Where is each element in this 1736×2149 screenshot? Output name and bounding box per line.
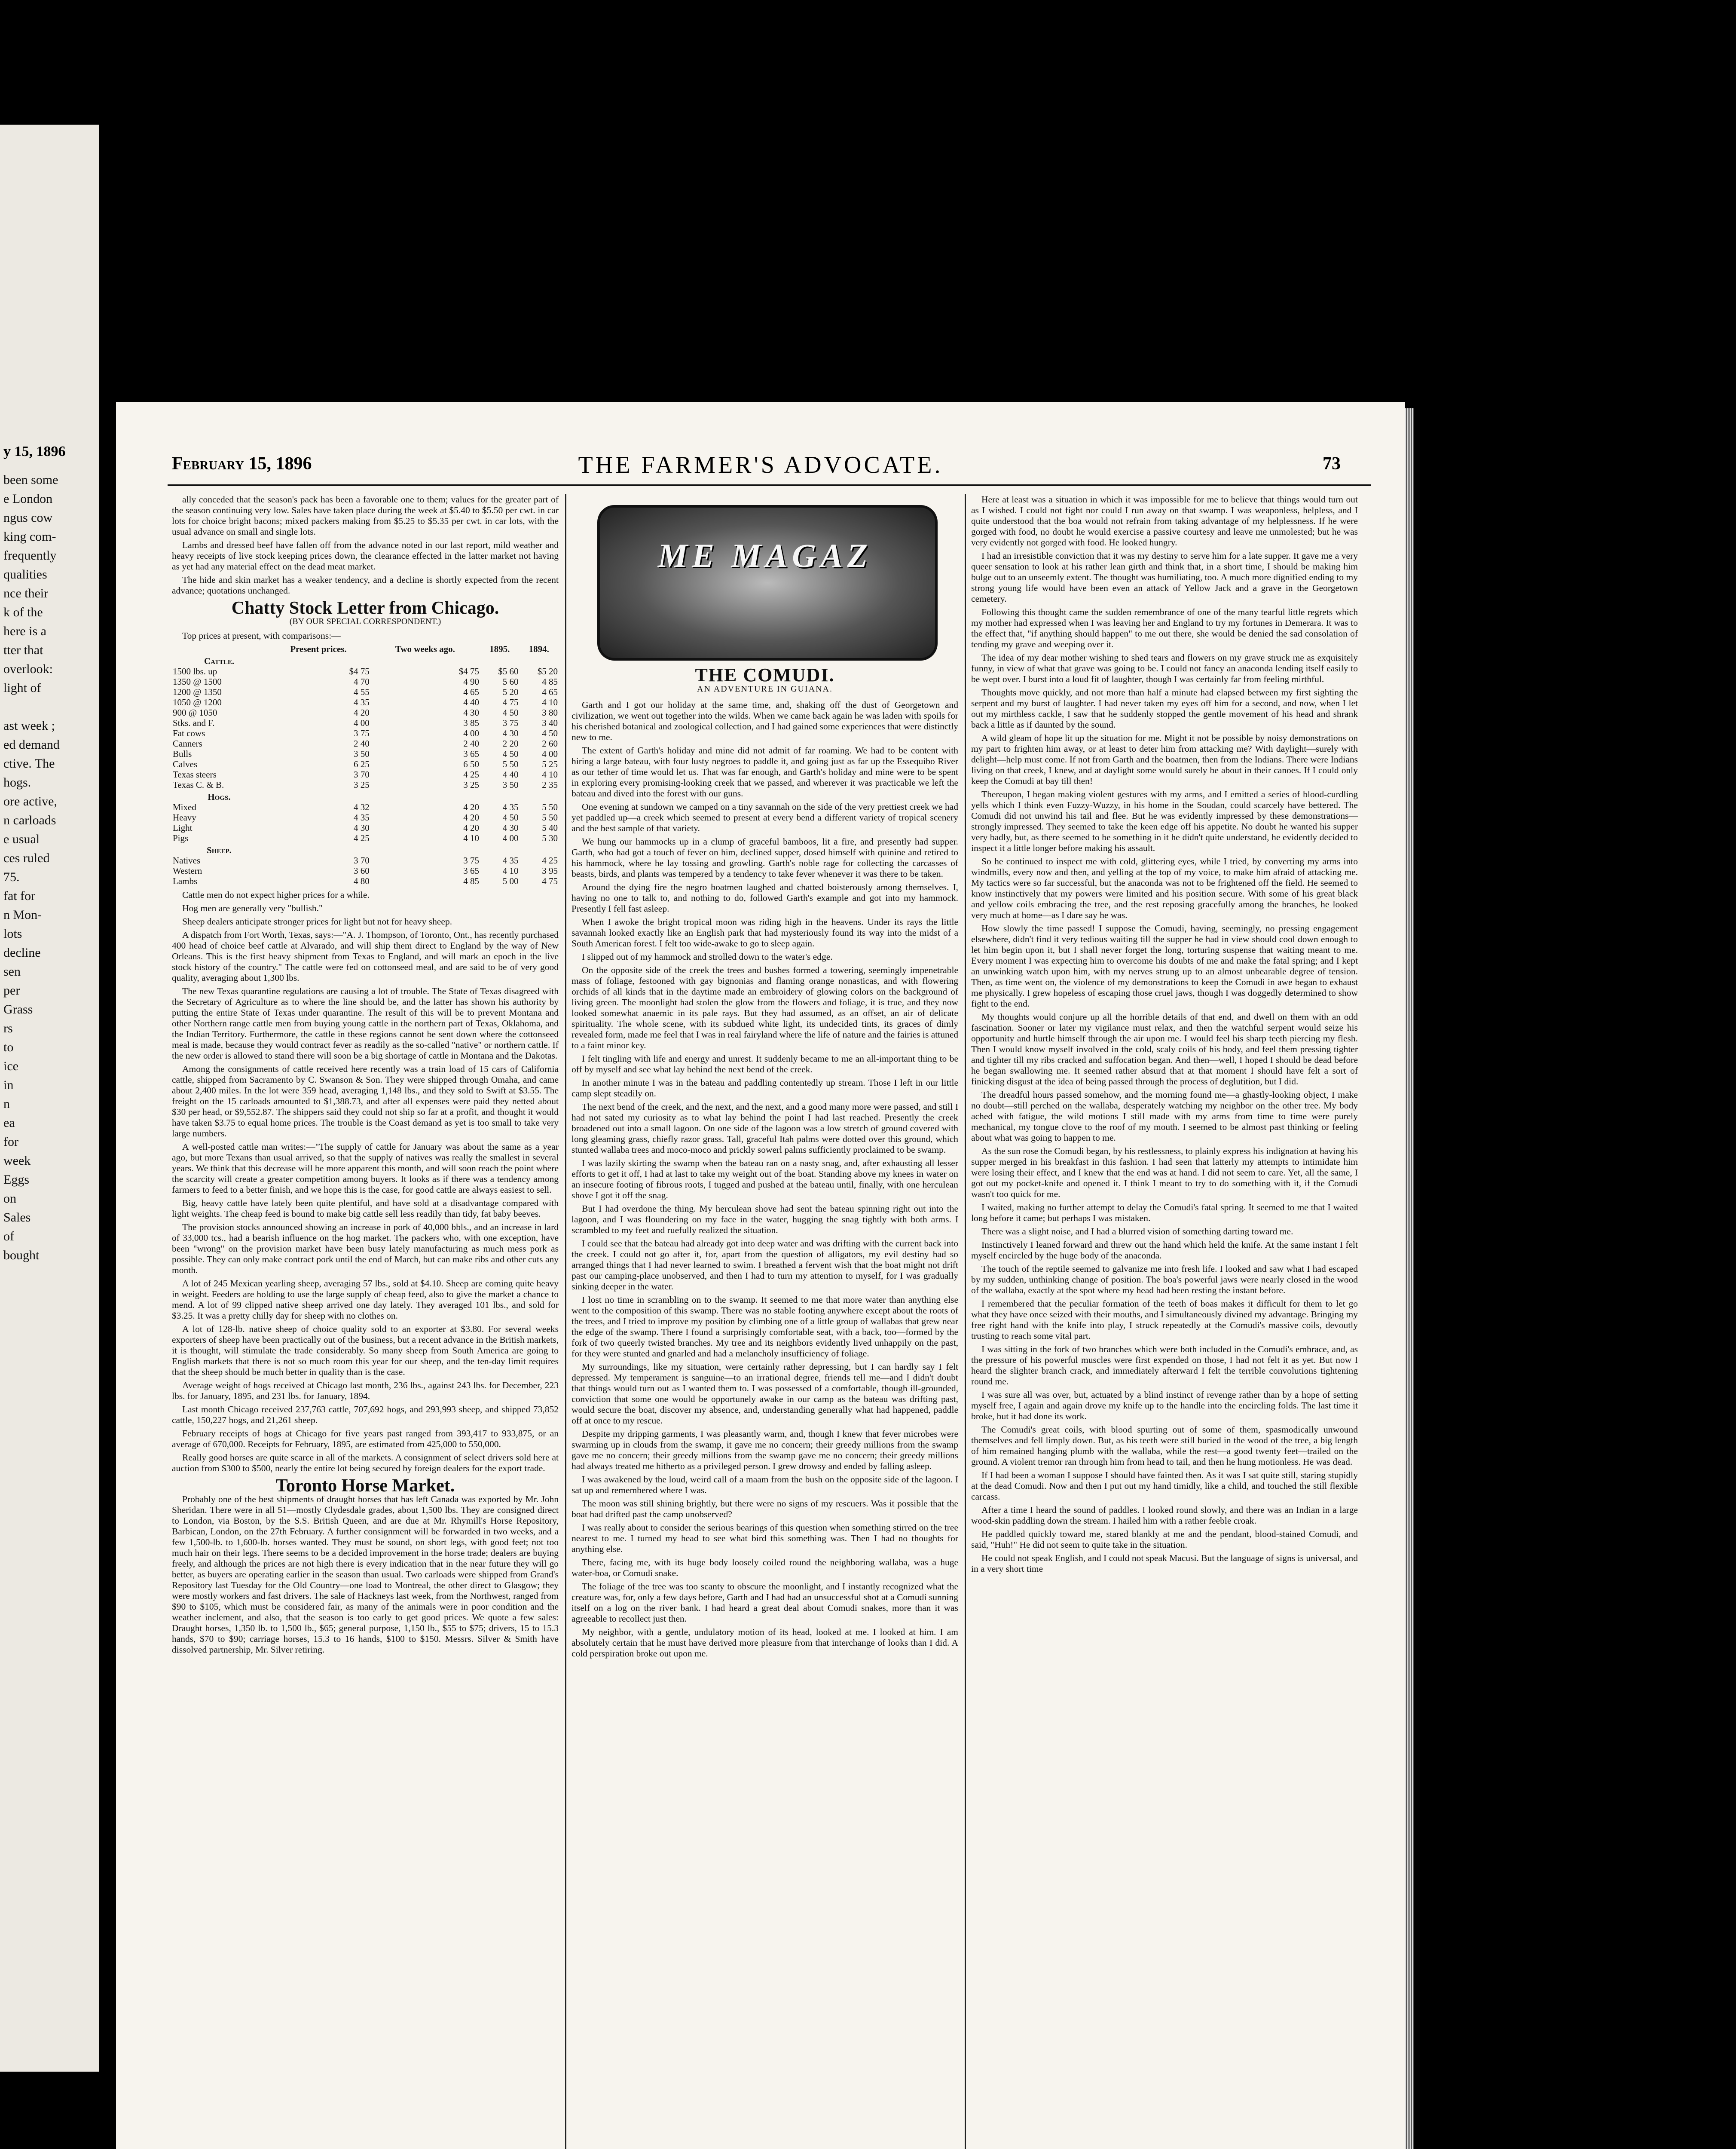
banner-illustration (597, 505, 938, 661)
paragraph: I had an irresistible conviction that it was my destiny to serve him for a late supper. It gave me a very queer sensation to look at his rather lean girth and think that, in a short time, I should be making him bulge out to an unseemly extent. The thought was humiliating, too. A much more dignified ending to my strong young life would have been even an attack of Yellow Jack and a grave in the Georgetown cemetery. (971, 551, 1358, 604)
table-row (172, 697, 559, 707)
prev-page-fragment: rs (3, 1021, 13, 1035)
price-group-heading (172, 843, 559, 855)
table-cell: 4 00 (463, 728, 480, 738)
table-row (172, 823, 559, 833)
paragraph: Last month Chicago received 237,763 cattle, 707,692 hogs, and 293,993 sheep, and shipped 73,852 cattle, 150,227 hogs, and 21,261 sheep. (172, 1404, 559, 1425)
paragraph: Following this thought came the sudden remembrance of one of the many tearful little regrets which my mother had expressed when I was leaving her and England to try my fortunes in Demerara. It was to the effect that, "if anything should happen" to me out there, she would be denied the sad consolation of tending my grave and weeping over it. (971, 607, 1358, 649)
prev-page-fragment: ea (3, 1116, 15, 1130)
table-cell: 5 50 (502, 759, 519, 769)
table-cell: 4 00 (502, 833, 519, 843)
table-cell: 1500 lbs. up (173, 666, 217, 677)
header-cell: 1895. (489, 644, 510, 654)
table-cell: 3 50 (353, 749, 370, 759)
table-cell: 5 30 (542, 833, 558, 843)
table-cell: 4 80 (353, 876, 370, 886)
chicago-subheading: (BY OUR SPECIAL CORRESPONDENT.) (289, 617, 441, 626)
prev-page-fragment: decline (3, 946, 41, 960)
table-cell: 4 25 (463, 769, 480, 780)
table-cell: 4 85 (542, 677, 558, 687)
table-cell: 4 50 (542, 728, 558, 738)
paragraph: The foliage of the tree was too scanty to obscure the moonlight, and I instantly recognized what the creature was, for, only a few days before, Garth and I had had an unsuccessful shot at a Comudi sunning itself on a log on the river bank. I had heard a great deal about Comudi snakes, more than it was agreeable to recollect just then. (572, 1581, 958, 1624)
prev-page-fragment: e usual (3, 832, 40, 846)
prev-page-fragment: sen (3, 964, 21, 979)
prev-page-fragment: week (3, 1154, 31, 1168)
table-cell: 4 30 (502, 728, 519, 738)
table-row (172, 759, 559, 769)
table-row (172, 780, 559, 790)
chicago-body (172, 890, 559, 1474)
column-divider (965, 494, 966, 2149)
paragraph: I remembered that the peculiar formation of the teeth of boas makes it difficult for them to let go what they have once seized with their mouths, and I simultaneously divined my advantage. Bringing my free right hand with the knife into play, I struck repeatedly at the Comudi's massive coils, devoutly trusting to reach some vital part. (971, 1298, 1358, 1341)
table-cell: 1200 @ 1350 (173, 687, 222, 697)
header-cell: Two weeks ago. (395, 644, 455, 654)
paragraph: My thoughts would conjure up all the horrible details of that end, and dwell on them with an odd fascination. Sooner or later my vigilance must relax, and then the watchful serpent would seize his opportunity and hurtle himself through the air upon me. I would feel his sharp teeth piercing my flesh. Then I would know myself involved in the cold, scaly coils of his body, and feel them pressing tighter and tighter till my ribs cracked and suffocation began. And then—well, I hoped I should be dead before he began swallowing me. It seemed rather absurd that at that moment I should have felt a sort of finicking disgust at the idea of being passed through the process of deglutition, but I did. (971, 1012, 1358, 1087)
market-intro (172, 494, 559, 596)
table-cell: Light (173, 823, 193, 833)
table-cell: 4 32 (353, 802, 370, 812)
prev-page-fragment: lots (3, 927, 22, 941)
prev-page-fragment: of (3, 1229, 14, 1243)
paragraph: The provision stocks announced showing an increase in pork of 40,000 bbls., and an increase in lard of 33,000 tcs., had a bearish influence on the hog market. The packers who, with one exception, have been "wrong" on the provision market have been busy lately manufacturing as much mess pork as possible. They can only make contract pork until the end of March, but can make ribs and other cuts any month. (172, 1222, 559, 1275)
table-cell: 4 90 (463, 677, 480, 687)
column-divider (565, 494, 566, 2149)
paragraph: I felt tingling with life and energy and unrest. It suddenly became to me an all-important thing to be off by myself and see what lay behind the next bend of the creek. (572, 1053, 958, 1074)
table-row (172, 749, 559, 759)
paragraph: There, facing me, with its huge body loosely coiled round the neighboring wallaba, was a huge water-boa, or Comudi snake. (572, 1557, 958, 1578)
table-cell: 3 65 (463, 866, 480, 876)
header-cell: 1894. (529, 644, 549, 654)
paragraph: The extent of Garth's holiday and mine did not admit of far roaming. We had to be content with hiring a large bateau, with four lusty negroes to paddle it, and going just as far up the Essequibo River as our tether of time would let us. That was far enough, and Garth's holiday and mine were to be spent in exploring every promising-looking creek that we passed, and wherever it was practicable we left the bateau and dived into the forest with our guns. (572, 745, 958, 799)
table-cell: 6 50 (463, 759, 480, 769)
paragraph: I was awakened by the loud, weird call of a maam from the bush on the opposite side of the lagoon. I sat up and remembered where I was. (572, 1474, 958, 1495)
story-continuation (971, 494, 1358, 1574)
paragraph: How slowly the time passed! I suppose the Comudi, having, seemingly, no pressing engagement elsewhere, didn't find it very tedious waiting till the supper he had in view should cool down enough to let him begin upon it, but I shall never forget the long, torturing suspense that waiting meant to me. Every moment I was expecting him to overcome his doubts of me and make the fatal spring; and I kept an unwinking watch upon him, with my nerves strung up to an almost unbearable degree of tension. Then, as time went on, the violence of my demonstrations to keep the Comudi in awe began to exhaust me physically. I grew hopeless of escaping those cruel jaws, though I was doggedly determined to show fight to the end. (971, 923, 1358, 1009)
table-cell: 4 65 (542, 687, 558, 697)
paragraph: ally conceded that the season's pack has been a favorable one to them; values for the greater part of the season continuing very low. Sales have taken place during the week at $5.40 to $5.50 per cwt. in car lots for choice bright bacons; mixed packers making from $5.25 to $5.35 per cwt. in car lots, with the usual advance on small and single lots. (172, 494, 559, 537)
table-cell: 3 70 (353, 855, 370, 866)
prev-page-fragment: nce their (3, 586, 49, 600)
table-cell: 3 60 (353, 866, 370, 876)
price-group-heading (172, 790, 559, 802)
table-cell: Mixed (173, 802, 196, 812)
table-cell: 3 80 (542, 707, 558, 718)
header-cell: Present prices. (290, 644, 347, 654)
paragraph: The Comudi's great coils, with blood spurting out of some of them, spasmodically unwound themselves and fell limply down. But, as his teeth were still buried in the wood of the tree, a big length of him remained hanging plumb with the wallaba, while the rest—a good twenty feet—trailed on the ground. A violent tremor ran through him from head to tail, and then he hung motionless. He was dead. (971, 1424, 1358, 1467)
prev-page-fragment: overlook: (3, 662, 53, 676)
table-cell: 2 35 (542, 780, 558, 790)
toronto-body (172, 1494, 559, 1655)
prev-page-fragment: to (3, 1040, 14, 1054)
masthead (116, 451, 1405, 481)
table-cell: 4 35 (502, 855, 519, 866)
paragraph: February receipts of hogs at Chicago for five years past ranged from 393,417 to 933,875, or an average of 670,000. Receipts for February, 1895, are estimated from 425,000 to 550,000. (172, 1428, 559, 1449)
table-cell: Natives (173, 855, 201, 866)
prev-page-fragment: ed demand (3, 738, 60, 752)
paragraph: We hung our hammocks up in a clump of graceful bamboos, lit a fire, and presently had supper. Garth, who had got a touch of fever on him, declined supper, dosed himself with quinine and retired to his hammock, where he lay tossing and growling. Garth's noble rage for collecting the carcasses of beasts, birds, and plants was tempered by a tendency to take fever whenever it was there to be taken. (572, 836, 958, 879)
group-label: Sheep. (207, 845, 232, 855)
table-cell: $4 75 (349, 666, 370, 677)
prev-page-fragment: ctive. The (3, 756, 55, 771)
paragraph: Cattle men do not expect higher prices for a while. (182, 890, 370, 900)
prev-page-fragment: light of (3, 681, 41, 695)
table-cell: 5 60 (502, 677, 519, 687)
table-cell: 2 60 (542, 738, 558, 749)
table-cell: 3 65 (463, 749, 480, 759)
table-cell: 5 50 (542, 812, 558, 823)
table-cell: 4 70 (353, 677, 370, 687)
table-cell: Texas steers (173, 769, 217, 780)
table-cell: 4 00 (542, 749, 558, 759)
table-row (172, 718, 559, 728)
table-cell: 4 10 (463, 833, 480, 843)
table-cell: 3 75 (353, 728, 370, 738)
table-cell: 3 25 (463, 780, 480, 790)
chicago-heading: Chatty Stock Letter from Chicago. (231, 598, 499, 618)
group-label: Cattle. (204, 656, 235, 666)
table-row (172, 728, 559, 738)
table-cell: 6 25 (353, 759, 370, 769)
table-cell: 4 75 (502, 697, 519, 707)
table-cell: 4 40 (502, 769, 519, 780)
prev-page-fragment: e London (3, 492, 53, 506)
paragraph: Despite my dripping garments, I was pleasantly warm, and, though I knew that fever microbes were swarming up in clouds from the swamp, it gave me no concern; their greedy millions from the swamp gave me no concern; their greedy millions from the swamp gave me no concern; their greedy millions had always treated me hitherto as a privileged person. I grew drowsy and ended by falling asleep. (572, 1429, 958, 1471)
table-cell: 4 00 (353, 718, 370, 728)
table-cell: Bulls (173, 749, 192, 759)
paragraph: The idea of my dear mother wishing to shed tears and flowers on my grave struck me as exquisitely funny, in view of what that grave was going to be. I could not fancy an anaconda lending itself easily to be wept over. I burst into a loud fit of laughter, though I was certainly far from feeling mirthful. (971, 652, 1358, 684)
paragraph: Lambs and dressed beef have fallen off from the advance noted in our last report, mild weather and heavy receipts of live stock keeping prices down, the clearance effected in the latter market not having as yet had any material effect on the dead meat market. (172, 540, 559, 572)
table-cell: 4 20 (463, 812, 480, 823)
table-row (172, 812, 559, 823)
table-cell: 4 20 (463, 823, 480, 833)
paragraph: Sheep dealers anticipate stronger prices for light but not for heavy sheep. (182, 916, 452, 927)
table-cell: Canners (173, 738, 202, 749)
table-cell: 1350 @ 1500 (173, 677, 222, 687)
table-row (172, 707, 559, 718)
table-cell: Pigs (173, 833, 189, 843)
table-row (172, 866, 559, 876)
chicago-lead: Top prices at present, with comparisons:— (182, 631, 341, 641)
paragraph: Thereupon, I began making violent gestures with my arms, and I emitted a series of blood-curdling yells which I think even Fuzzy-Wuzzy, in his home in the Soudan, could scarcely have bettered. The Comudi did not unwind his tail and flee. But he was evidently impressed by these demonstrations—strongly impressed. They seemed to take the keen edge off his appetite. No doubt he wanted his supper very badly, but, as there seemed to be something in it he didn't quite understand, he evidently decided to inspect it a little longer before making his assault. (971, 789, 1358, 853)
prev-page-fragment: n (3, 1097, 10, 1111)
paragraph: Big, heavy cattle have lately been quite plentiful, and have sold at a disadvantage compared with light weights. The cheap feed is bound to make big cattle sell less readily than tidy, fat baby beeves. (172, 1198, 559, 1219)
table-row (172, 738, 559, 749)
table-row (172, 666, 559, 677)
table-cell: 4 65 (463, 687, 480, 697)
table-cell: 4 25 (353, 833, 370, 843)
paragraph: Here at least was a situation in which it was impossible for me to believe that things would turn out as I wished. I could not fight nor could I run away on that swamp. I was weaponless, helpless, and I quite understood that the boa would not refrain from taking advantage of my helplessness. If he were gorged with food, no doubt he would exercise a passive courtesy and leave me unmolested; but he was very evidently not gorged with food. He looked hungry. (971, 494, 1358, 548)
paragraph: A well-posted cattle man writes:—"The supply of cattle for January was about the same as a year ago, but more Texans than usual arrived, so that the supply of natives was really the smallest in several years. We think that this decrease will be more apparent this month, and will soon reach the point where the scarcity will create a greater competition among buyers. It looks as if there was a tendency among farmers to feed to a better finish, and we hope this is the case, for good cattle are always easiest to sell. (172, 1142, 559, 1195)
table-cell: $5 60 (498, 666, 519, 677)
paragraph: He could not speak English, and I could not speak Macusi. But the language of signs is universal, and in a very short time (971, 1553, 1358, 1574)
table-cell: 2 20 (502, 738, 519, 749)
table-cell: 3 75 (502, 718, 519, 728)
prev-page-fragment: tter that (3, 643, 43, 657)
table-cell: 5 40 (542, 823, 558, 833)
paragraph: A lot of 128-lb. native sheep of choice quality sold to an exporter at $3.80. For several weeks exporters of sheep have been practically out of the business, but a recent advance in the British markets, it is thought, will stimulate the trade considerably. So many sheep from South America are going to English markets that there is not so much room this year for our sheep, and the ten-day limit requires that the sheep should be much better in quality than is the case. (172, 1324, 559, 1377)
prev-page-fragment: Sales (3, 1210, 31, 1225)
paragraph: So he continued to inspect me with cold, glittering eyes, while I tried, by converting my arms into windmills, every now and then, and yelling at the top of my voice, to make him afraid of attacking me. My tactics were so far successful, but the anaconda was not to be frightened off the field. He seemed to know instinctively that my powers were limited and his position secure. With some of his great black and yellow coils embracing the tree, and the rest reposing gracefully among the branches, he looked very much at home—as I dare say he was. (971, 856, 1358, 920)
table-cell: Heavy (173, 812, 196, 823)
table-cell: 4 50 (502, 707, 519, 718)
table-cell: Lambs (173, 876, 198, 886)
table-cell: 5 50 (542, 802, 558, 812)
prev-page-fragment: bought (3, 1248, 40, 1262)
column-3 (971, 494, 1358, 2149)
table-cell: 4 50 (502, 812, 519, 823)
table-cell: 5 25 (542, 759, 558, 769)
paragraph: If I had been a woman I suppose I should have fainted then. As it was I sat quite still, staring stupidly at the dead Comudi. Now and then I put out my hand timidly, like a child, and touched the still flexible carcass. (971, 1470, 1358, 1502)
paragraph: On the opposite side of the creek the trees and bushes formed a towering, seemingly impenetrable mass of foliage, festooned with gay bignonias and flaming orange nonasticas, and with flowering orchids of all kinds that in the daytime made an embroidery of glowing colors on the background of living green. The moonlight had stolen the glow from the flowers and foliage, it is true, and they now looked somewhat anaemic in its pale rays. But they had assumed, as an offset, an air of delicate spirituality. The whole scene, with its subdued white light, its undecided tints, its graces of dimly revealed form, made me feel that I was in real fairyland where the life of nature and the fairies is attuned to a faint minor key. (572, 965, 958, 1050)
table-cell: 4 50 (502, 749, 519, 759)
paragraph: I could see that the bateau had already got into deep water and was drifting with the current back into the creek. I could not go after it, for, apart from the question of alligators, my evil destiny had so arranged things that I had never learned to swim. I breathed a fervent wish that the boat might not drift past our camping-place unobserved, and then I had to turn my attention to myself, for I was gradually sinking deeper in the water. (572, 1238, 958, 1292)
paragraph: My surroundings, like my situation, were certainly rather depressing, but I can hardly say I felt depressed. My temperament is sanguine—to an irrational degree, friends tell me—and I didn't doubt that things would turn out as I wanted them to. I was possessed of a comfortable, though ill-grounded, conviction that some one would be opportunely awake in our camp as the bateau was drifting past, would secure the boat, discover my absence, and, understanding generally what had happened, paddle off at once to my rescue. (572, 1362, 958, 1426)
table-row (172, 769, 559, 780)
prev-page-fragment: for (3, 1135, 18, 1149)
paragraph: The next bend of the creek, and the next, and the next, and a good many more were passed, and still I had not sated my curiosity as to what lay behind the point I had last reached. Presently the creek broadened out into a small lagoon. On one side of the lagoon was a low stretch of ground covered with long gleaming grass, chiefly razor grass. Tall, graceful Itah palms were dotted over this ground, which stunted wallaba trees and moco-moco and prickly sowerl palms sufficiently proclaimed to be swamp. (572, 1102, 958, 1155)
paragraph: Among the consignments of cattle received here recently was a train load of 15 cars of California cattle, shipped from Sacramento by C. Swanson & Son. They were shipped through Omaha, and came about 2,400 miles. In the lot were 359 head, averaging 1,148 lbs., and they sold to Swift at $3.55. The freight on the 15 carloads amounted to $1,388.73, and after all expenses were paid they netted about $30 per head, or $9,552.87. The shippers said they could not ship so far at a profit, and thought it would have taken $3.75 to equal home prices. The trouble is the Coast demand as yet is too small to take very large numbers. (172, 1064, 559, 1139)
prev-page-fragment: hogs. (3, 775, 31, 790)
prev-page-fragment: on (3, 1191, 16, 1206)
prev-page-fragment: qualities (3, 567, 47, 582)
table-cell: 3 95 (542, 866, 558, 876)
issue-date: February 15, 1896 (172, 454, 312, 474)
paragraph: He paddled quickly toward me, stared blankly at me and the pendant, blood-stained Comudi, and said, "Huh!" He did not seem to quite take in the situation. (971, 1529, 1358, 1550)
masthead-rule (168, 484, 1371, 486)
table-cell: 3 40 (542, 718, 558, 728)
prev-page-fragment: frequently (3, 548, 57, 563)
home-magazine-banner (572, 499, 958, 662)
prev-page-fragment: Eggs (3, 1172, 29, 1187)
table-cell: 3 75 (463, 855, 480, 866)
table-cell: 4 10 (502, 866, 519, 876)
table-cell: 3 50 (502, 780, 519, 790)
table-cell: 900 @ 1050 (173, 707, 217, 718)
table-row (172, 802, 559, 812)
table-cell: Texas C. & B. (173, 780, 224, 790)
paragraph: I was really about to consider the serious bearings of this question when something stirred on the tree nearest to me. I turned my head to see what bird this something was. Then I had no thoughts for anything else. (572, 1522, 958, 1554)
paragraph: In another minute I was in the bateau and paddling contentedly up stream. Those I left in our little camp slept steadily on. (572, 1078, 958, 1099)
paragraph: There was a slight noise, and I had a blurred vision of something darting toward me. (981, 1226, 1293, 1237)
table-cell: 4 85 (463, 876, 480, 886)
prev-page-fragment: k of the (3, 605, 43, 619)
table-cell: Fat cows (173, 728, 205, 738)
table-cell: 2 40 (463, 738, 480, 749)
prev-page-header: y 15, 1896 (3, 444, 66, 459)
prev-page-fragment: been some (3, 473, 58, 487)
prev-page-fragment: ngus cow (3, 511, 53, 525)
prev-page-fragment: ore active, (3, 794, 57, 808)
story-title: THE COMUDI. (695, 664, 835, 686)
table-cell: 4 10 (542, 769, 558, 780)
table-cell: 4 30 (353, 823, 370, 833)
table-cell: 2 40 (353, 738, 370, 749)
price-group-heading (172, 654, 559, 666)
paragraph: A wild gleam of hope lit up the situation for me. Might it not be possible by noisy demonstrations on my part to frighten him away, or at least to deter him from attacking me? With daylight—surely with delight—help must come. If not from Garth and the boatmen, then from the Indians. There were Indians living on that creek, I knew, and at daylight some would surely be about in their canoes. If I could only keep the Comudi at bay till then! (971, 733, 1358, 786)
prev-page-fragment: n Mon- (3, 908, 42, 922)
table-cell: $5 20 (537, 666, 558, 677)
paragraph: I slipped out of my hammock and strolled down to the water's edge. (582, 952, 833, 962)
paragraph: I was lazily skirting the swamp when the bateau ran on a nasty snag, and, after exhausting all lesser efforts to get it off, I had at last to take my weight out of the boat. Standing above my knees in water on an insecure footing of fibrous roots, I tugged and pushed at the bateau until, finally, with one herculean shove I got it off the snag. (572, 1158, 958, 1200)
toronto-heading: Toronto Horse Market. (275, 1476, 455, 1496)
paragraph: After a time I heard the sound of paddles. I looked round slowly, and there was an Indian in a large wood-skin paddling down the stream. I hailed him with a rather feeble croak. (971, 1505, 1358, 1526)
paragraph: Thoughts move quickly, and not more than half a minute had elapsed between my first sighting the serpent and my burst of laughter. I had never taken my eyes off him for a second, and now, when I let out my mirthless cackle, I saw that he suddenly stopped the gentle movement of his head and shrank back a little as if daunted by the sound. (971, 687, 1358, 730)
column-1 (172, 494, 559, 2149)
paragraph: My neighbor, with a gentle, undulatory motion of its head, looked at me. I looked at him. I am absolutely certain that he must have derived more pleasure from that interchange of looks than I did. A cold perspiration broke out upon me. (572, 1627, 958, 1659)
paragraph: Around the dying fire the negro boatmen laughed and chatted boisterously among themselves. I, having no one to talk to, and nothing to do, followed Garth's example and got into my hammock. Presently I fell fast asleep. (572, 882, 958, 914)
group-label: Hogs. (208, 792, 231, 802)
prev-page-fragment: per (3, 983, 20, 998)
previous-page-fragment (0, 125, 99, 2072)
table-cell: 5 00 (502, 876, 519, 886)
prev-page-fragment: in (3, 1078, 14, 1092)
table-cell: Calves (173, 759, 198, 769)
table-cell: 4 10 (542, 697, 558, 707)
table-cell: 4 40 (463, 697, 480, 707)
table-cell: 4 35 (353, 697, 370, 707)
prev-page-fragment: 75. (3, 870, 20, 884)
table-cell: 3 85 (463, 718, 480, 728)
paragraph: I waited, making no further attempt to delay the Comudi's fatal spring. It seemed to me that I waited long before it came; but perhaps I was mistaken. (971, 1202, 1358, 1223)
prev-page-fragment: ces ruled (3, 851, 50, 865)
table-row (172, 855, 559, 866)
paragraph: One evening at sundown we camped on a tiny savannah on the side of the very prettiest creek we had yet paddled up—a creek which seemed to present at every bend a different variety of tropical scenery and the best sample of that variety. (572, 802, 958, 833)
price-table (172, 644, 559, 886)
paragraph: As the sun rose the Comudi began, by his restlessness, to plainly express his indignation at having his supper merged in his breakfast in this fashion. I had seen that latterly my attempts to intimidate him were losing their effect, and I knew that the end was at hand. I did not seem to care. Yet, all the same, I got out my pocket-knife and opened it. I think I meant to try to do something with it, if the Comudi wasn't too quick for me. (971, 1146, 1358, 1199)
paragraph: The moon was still shining brightly, but there were no signs of my rescuers. Was it possible that the boat had drifted past the camp unobserved? (572, 1498, 958, 1519)
story-subtitle: AN ADVENTURE IN GUIANA. (697, 684, 833, 694)
paragraph: The hide and skin market has a weaker tendency, and a decline is shortly expected from the recent advance; quotations unchanged. (172, 575, 559, 596)
prev-page-fragment: king com- (3, 530, 56, 544)
table-cell: 4 20 (463, 802, 480, 812)
paragraph: But I had overdone the thing. My herculean shove had sent the bateau spinning right out into the lagoon, and I was floundering on my face in the water, hugging the snag tightly with both arms. I scrambled to my feet and ruefully realized the situation. (572, 1203, 958, 1235)
paragraph: The touch of the reptile seemed to galvanize me into fresh life. I looked and saw what I had escaped by my sudden, unthinking change of position. The boa's powerful jaws were nearly closed in the wood of the wallaba, exactly at the spot where my head had been resting the instant before. (971, 1264, 1358, 1295)
prev-page-fragment: Grass (3, 1002, 33, 1016)
paragraph: Really good horses are quite scarce in all of the markets. A consignment of select drivers sold here at auction from $300 to $500, nearly the entire lot being secured by foreign dealers for the export trade. (172, 1452, 559, 1473)
table-cell: 4 25 (542, 855, 558, 866)
prev-page-fragment: n carloads (3, 813, 56, 827)
paragraph: Garth and I got our holiday at the same time, and, shaking off the dust of Georgetown and civilization, we went out together into the wilds. When we came back again he was laden with spoils for his cherished botanical and zoological collection, and I had gained some experiences that were distinctly new to me. (572, 700, 958, 742)
header-cell (172, 644, 266, 654)
column-2 (572, 494, 958, 2149)
table-cell: 4 55 (353, 687, 370, 697)
paragraph: A dispatch from Fort Worth, Texas, says:—"A. J. Thompson, of Toronto, Ont., has recently purchased 400 head of choice beef cattle at Alvarado, and will ship them direct to England by the way of New Orleans. This is the first heavy shipment from Texas to England, and will mark an epoch in the live stock history of the country." The cattle were fed on cottonseed meal, and are said to be of very good quality, averaging about 1,300 lbs. (172, 930, 559, 983)
prev-page-fragment: ast week ; (3, 719, 55, 733)
table-cell: 5 20 (502, 687, 519, 697)
paragraph: I was sure all was over, but, actuated by a blind instinct of revenge rather than by a hope of setting myself free, I again and again drove my knife up to the handle into the encircling folds. The last time it broke, but it had done its work. (971, 1390, 1358, 1421)
table-cell: 4 20 (353, 707, 370, 718)
paragraph: I lost no time in scrambling on to the swamp. It seemed to me that more water than anything else went to the composition of this swamp. There was no stable footing anywhere except about the roots of the trees, and I tried to improve my position by climbing one of a little group of wallabas that grew near the edge of the swamp. There I found a surprisingly comfortable seat, with a back, too—formed by the fork of two queerly twisted branches. My tree and its neighbors evidently lived unhappily on the past, for they were stunted and gnarled and had a melancholy insufficiency of foliage. (572, 1295, 958, 1359)
banner-text: ME MAGAZ (657, 537, 872, 574)
table-cell: $4 75 (458, 666, 480, 677)
table-cell: 3 70 (353, 769, 370, 780)
paragraph: The dreadful hours passed somehow, and the morning found me—a ghastly-looking object, I make no doubt—still perched on the wallaba, desperately watching my neighbor on the other tree. My body ached with fatigue, the wild motions I still made with my arms from time to time were purely mechanical, my tongue clove to the roof of my mouth. I seemed to be almost past thinking or feeling about what was going to happen to me. (971, 1090, 1358, 1143)
paragraph: Instinctively I leaned forward and threw out the hand which held the knife. At the same instant I felt myself encircled by the huge body of the anaconda. (971, 1240, 1358, 1261)
prev-page-fragment: ice (3, 1059, 18, 1073)
paragraph: When I awoke the bright tropical moon was riding high in the heavens. Under its rays the little savannah looked exactly like an English park that had mysteriously found its way into the midst of a South American forest. I felt too wide-awake to go to sleep again. (572, 917, 958, 949)
price-table-header (172, 644, 559, 654)
page-stack-edge (1405, 408, 1414, 2149)
table-row (172, 833, 559, 843)
paragraph: I was sitting in the fork of two branches which were both included in the Comudi's embrace, and, as the pressure of his powerful muscles were first expended on those, I had not felt it as yet. But now I heard the slighter branch crack, and immediately afterward I felt the terrible convolutions tightening round me. (971, 1344, 1358, 1387)
table-cell: 4 75 (542, 876, 558, 886)
table-row (172, 687, 559, 697)
table-cell: 1050 @ 1200 (173, 697, 222, 707)
table-row (172, 677, 559, 687)
table-cell: 3 25 (353, 780, 370, 790)
table-cell: Stks. and F. (173, 718, 215, 728)
newspaper-page (116, 402, 1405, 2149)
paragraph: Hog men are generally very "bullish." (182, 903, 323, 913)
prev-page-fragment: fat for (3, 889, 36, 903)
table-cell: 4 35 (502, 802, 519, 812)
paragraph: A lot of 245 Mexican yearling sheep, averaging 57 lbs., sold at $4.10. Sheep are coming quite heavy in weight. Feeders are holding to use the large supply of cheap feed, also to give the market a chance to mend. A lot of 99 clipped native sheep arrived one day lately. They averaged 101 lbs., and sold for $3.25. It was a pretty chilly day for sheep with no clothes on. (172, 1278, 559, 1321)
table-cell: 4 30 (502, 823, 519, 833)
story-body (572, 700, 958, 1659)
paragraph: Probably one of the best shipments of draught horses that has left Canada was exported by Mr. John Sheridan. There were in all 51—mostly Clydesdale grades, about 1,500 lbs. They are consigned direct to London, via Boston, by the S.S. British Queen, and are due at Mr. Rhymill's Horse Repository, Barbican, London, on the 27th February. A further consignment will be forwarded in two weeks, and a few 1,500-lb. to 1,600-lb. horses wanted. They must be sound, on short legs, with good feet; not too much hair on their legs. There seems to be a decided improvement in the horse trade; dealers are buying freely, and although the prices are not high there is every indication that in the near future they will go better, as buyers are operating earlier in the season than usual. Two carloads were shipped from Grand's Repository last Tuesday for the Old Country—one load to Montreal, the other direct to Glasgow; they were mostly workers and fast drivers. The sale of Hackneys last week, from the Northwest, ranged from $90 to $105, which must be considered fair, as many of the animals were in poor condition and the weather inclement, and also, that the season is too early to get good prices. We quote a few sales: Draught horses, 1,350 lb. to 1,500 lb., $65; general purpose, 1,150 lb., $55 to $75; drivers, 15 to 15.3 hands, $70 to $90; carriage horses, 15.3 to 16 hands, $100 to $150. Messrs. Silver & Smith have dissolved partnership, Mr. Silver retiring. (172, 1494, 559, 1655)
page-number: 73 (1323, 454, 1341, 474)
prev-page-fragment: here is a (3, 624, 46, 638)
table-cell: Western (173, 866, 202, 876)
publication-title: THE FARMER'S ADVOCATE. (578, 452, 943, 478)
table-cell: 4 35 (353, 812, 370, 823)
table-row (172, 876, 559, 886)
table-cell: 4 30 (463, 707, 480, 718)
paragraph: Average weight of hogs received at Chicago last month, 236 lbs., against 243 lbs. for December, 223 lbs. for January, 1895, and 231 lbs. for January, 1894. (172, 1380, 559, 1401)
paragraph: The new Texas quarantine regulations are causing a lot of trouble. The State of Texas disagreed with the Secretary of Agriculture as to where the line should be, and the latter has shown his authority by putting the entire State of Texas under quarantine. The result of this will be to prevent Montana and other Northern range cattle men from buying young cattle in the northern part of Texas, Oklahoma, and the Indian Territory. Furthermore, the cattle in these regions cannot be sent down where the cottonseed meal is made, because they would contract fever as readily as the so-called "native" or northern cattle. If the new order is allowed to stand there will soon be a big shortage of cattle in Montana and the Dakotas. (172, 986, 559, 1061)
